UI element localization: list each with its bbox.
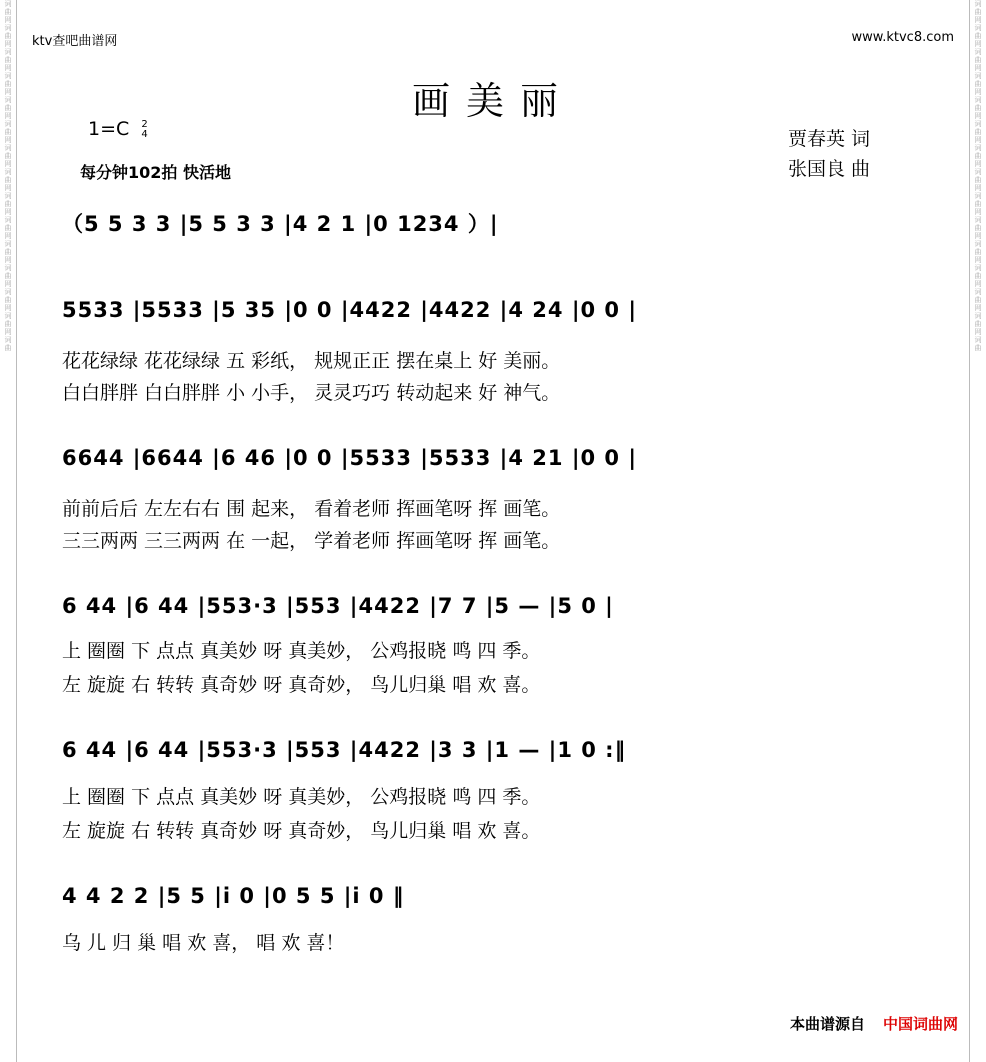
side-watermark-char: 词 [4,24,12,32]
time-top: 2 [141,118,148,130]
side-watermark-char: 词 [974,312,982,320]
side-watermark-char: 曲 [974,224,982,232]
side-watermark-char: 词 [4,96,12,104]
side-watermark-char: 曲 [974,200,982,208]
side-watermark-char: 曲 [974,320,982,328]
side-watermark-char: 曲 [974,32,982,40]
side-watermark-char: 曲 [974,248,982,256]
side-watermark-char: 曲 [4,272,12,280]
side-watermark-char: 词 [4,144,12,152]
lyric-line-1: 花花绿绿 花花绿绿 五 彩纸， 规规正正 摆在桌上 好 美丽。 [62,350,561,372]
side-watermark-char: 曲 [974,296,982,304]
tempo-marking: 每分钟102拍 快活地 [80,163,231,182]
notation-line: 4 4 2 2 |5 5 |i 0 |0 5 5 |i 0 ‖ [62,884,405,908]
right-margin-strip [969,0,986,1062]
notation-line: 6 44 |6 44 |553·3 |553 |4422 |3 3 |1 — |1 0 :‖ [62,738,627,762]
side-watermark-char: 曲 [974,128,982,136]
side-watermark-char: 词 [4,48,12,56]
side-watermark-char: 曲 [974,80,982,88]
side-watermark-char: 曲 [4,320,12,328]
side-watermark-char: 词 [974,264,982,272]
side-watermark-char: 词 [974,336,982,344]
side-watermark-char: 网 [974,304,982,312]
key-label: 1=C [88,118,130,140]
side-watermark-char: 词 [4,216,12,224]
side-watermark-char: 曲 [974,104,982,112]
side-watermark-char: 网 [974,184,982,192]
side-watermark-char: 网 [974,280,982,288]
side-watermark-char: 词 [974,144,982,152]
side-watermark-char: 网 [4,304,12,312]
side-watermark-char: 曲 [4,8,12,16]
left-margin-strip [0,0,17,1062]
side-watermark-char: 曲 [4,32,12,40]
notation-line: 6644 |6644 |6 46 |0 0 |5533 |5533 |4 21 |0 0 | [62,446,637,470]
lyric-line-2: 左 旋旋 右 转转 真奇妙 呀 真奇妙， 鸟儿归巢 唱 欢 喜。 [62,820,541,842]
source-credit [790,1013,958,1034]
side-watermark-char: 词 [974,0,982,8]
side-watermark-char: 曲 [4,80,12,88]
side-watermark-char: 词 [4,312,12,320]
side-watermark-char: 网 [4,184,12,192]
source-site: 中国词曲网 [882,1015,958,1033]
side-watermark-char: 词 [974,288,982,296]
side-watermark-char: 词 [974,240,982,248]
side-watermark-char: 网 [4,88,12,96]
side-watermark-char: 词 [4,0,12,8]
lyric-line-1: 前前后后 左左右右 围 起来， 看着老师 挥画笔呀 挥 画笔。 [62,498,561,520]
key-signature [88,118,148,140]
side-watermark-char: 曲 [974,8,982,16]
side-watermark-char: 词 [4,240,12,248]
side-watermark-char: 网 [974,16,982,24]
notation-line: 6 44 |6 44 |553·3 |553 |4422 |7 7 |5 — |5 0 | [62,594,614,618]
side-watermark-char: 曲 [4,344,12,352]
side-watermark-char: 网 [4,112,12,120]
side-watermark-char: 网 [974,256,982,264]
side-watermark-char: 曲 [974,176,982,184]
side-watermark-char: 曲 [4,200,12,208]
lyric-line-2: 左 旋旋 右 转转 真奇妙 呀 真奇妙， 鸟儿归巢 唱 欢 喜。 [62,674,541,696]
side-watermark-char: 网 [974,112,982,120]
side-watermark-char: 网 [974,64,982,72]
side-watermark-char: 词 [4,168,12,176]
song-title: 画美丽 [411,79,574,123]
source-label: 本曲谱源自 [789,1015,865,1033]
side-watermark-char: 网 [4,232,12,240]
side-watermark-char: 网 [974,88,982,96]
time-signature [141,120,147,140]
side-watermark-char: 网 [4,160,12,168]
side-watermark-char: 网 [974,136,982,144]
lyric-line-2: 白白胖胖 白白胖胖 小 小手， 灵灵巧巧 转动起来 好 神气。 [62,382,561,404]
side-watermark-char: 曲 [4,152,12,160]
lyricist-credit: 贾春英 词 [788,128,871,150]
side-watermark-char: 词 [4,336,12,344]
side-watermark-char: 网 [4,64,12,72]
side-watermark-char: 曲 [974,56,982,64]
side-watermark-char: 曲 [4,176,12,184]
side-watermark-char: 词 [4,192,12,200]
side-watermark-char: 曲 [4,296,12,304]
side-watermark-char: 网 [974,208,982,216]
side-watermark-char: 网 [4,16,12,24]
side-watermark-char: 词 [974,192,982,200]
side-watermark-char: 网 [4,256,12,264]
side-watermark-char: 曲 [4,104,12,112]
watermark-right: www.ktvc8.com [851,30,954,45]
side-watermark-char: 曲 [974,344,982,352]
side-watermark-char: 网 [4,208,12,216]
side-watermark-char: 词 [974,72,982,80]
lyric-line-1: 上 圈圈 下 点点 真美妙 呀 真美妙， 公鸡报晓 鸣 四 季。 [62,640,541,662]
side-watermark-char: 曲 [4,128,12,136]
side-watermark-char: 曲 [4,224,12,232]
lyric-line-2: 三三两两 三三两两 在 一起， 学着老师 挥画笔呀 挥 画笔。 [62,530,561,552]
side-watermark-char: 网 [4,280,12,288]
side-watermark-char: 网 [974,232,982,240]
lyric-line-1: 乌 儿 归 巢 唱 欢 喜， 唱 欢 喜！ [62,932,345,954]
notation-line: （5 5 3 3 |5 5 3 3 |4 2 1 |0 1234 ）| [62,212,499,236]
side-watermark-char: 词 [4,288,12,296]
notation-line: 5533 |5533 |5 35 |0 0 |4422 |4422 |4 24 |0 0 | [62,298,637,322]
side-watermark-char: 词 [974,48,982,56]
watermark-left: ktv查吧曲谱网 [32,34,118,49]
side-watermark-char: 词 [4,264,12,272]
side-watermark-char: 词 [974,168,982,176]
side-watermark-char: 网 [974,328,982,336]
side-watermark-char: 曲 [974,152,982,160]
side-watermark-char: 网 [974,160,982,168]
time-bottom: 4 [141,128,148,140]
side-watermark-char: 曲 [974,272,982,280]
side-watermark-char: 曲 [4,248,12,256]
side-watermark-char: 词 [974,24,982,32]
side-watermark-char: 网 [4,136,12,144]
side-watermark-char: 词 [974,96,982,104]
side-watermark-char: 词 [974,120,982,128]
composer-credit: 张国良 曲 [788,158,871,180]
side-watermark-char: 网 [974,40,982,48]
side-watermark-char: 词 [4,72,12,80]
side-watermark-char: 词 [974,216,982,224]
side-watermark-char: 网 [4,40,12,48]
lyric-line-1: 上 圈圈 下 点点 真美妙 呀 真美妙， 公鸡报晓 鸣 四 季。 [62,786,541,808]
side-watermark-char: 曲 [4,56,12,64]
side-watermark-char: 词 [4,120,12,128]
side-watermark-char: 网 [4,328,12,336]
